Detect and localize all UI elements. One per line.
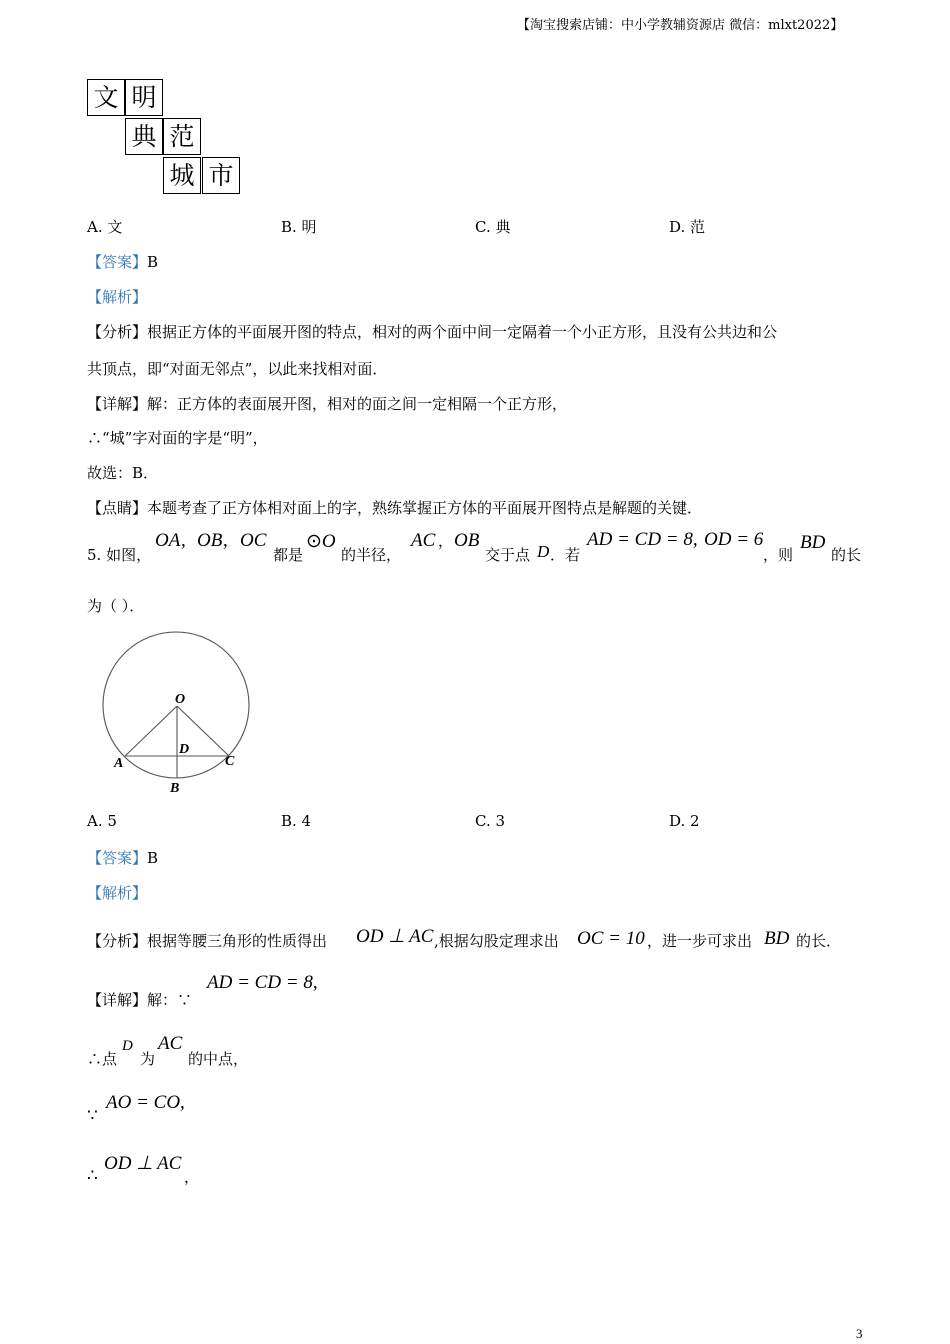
q4-therefore-line: ∴“城”字对面的字是“明”，	[87, 429, 268, 447]
q5-math-ob: OB	[197, 530, 223, 551]
label-b: B	[170, 781, 180, 796]
net-cell-1: 文	[87, 79, 125, 116]
label-d: D	[179, 742, 190, 757]
circle-figure	[95, 625, 260, 800]
q5-comma-3: ，	[438, 532, 454, 550]
q4-answer-value: B	[147, 253, 159, 271]
q4-option-d: D. 范	[669, 218, 706, 236]
q5-fenxi-d: 的长．	[796, 932, 842, 950]
q5-math-ob2: OB	[454, 530, 480, 551]
q4-dianjing-tag: 【点睛】	[87, 499, 148, 517]
label-a: A	[114, 756, 124, 771]
q4-answer	[87, 251, 158, 272]
q5-number: 5. 如图，	[87, 546, 152, 564]
page-header: 【淘宝搜索店铺：中小学教辅资源店 微信：mlxt2022】	[517, 18, 844, 33]
q5-xiangjie-line	[87, 989, 192, 1010]
net-cell-4: 范	[163, 118, 201, 155]
q5-option-b: B. 4	[281, 812, 312, 830]
q5-step1-pre: ∴点	[87, 1050, 118, 1068]
q4-fenxi-line1	[87, 321, 777, 342]
q4-xiangjie-tag: 【详解】	[87, 395, 148, 413]
q5-fenxi-m2: OC = 10	[577, 928, 645, 949]
q5-text-ruo: ．若	[550, 546, 581, 564]
q5-text-ze: ，则	[763, 546, 794, 564]
q5-option-a: A. 5	[87, 812, 117, 830]
q5-text-jiaoyu: 交于点	[485, 546, 531, 564]
net-cell-5: 城	[163, 157, 201, 194]
q5-step1-wei: 为	[140, 1050, 156, 1068]
q5-xiangjie-tag: 【详解】	[87, 991, 148, 1009]
segment-oa	[125, 706, 177, 756]
q5-xiangjie-pre: 解：∵	[147, 991, 193, 1009]
q5-option-c: C. 3	[475, 812, 506, 830]
q5-text-dushi: 都是	[273, 546, 304, 564]
net-cell-3: 典	[125, 118, 163, 155]
q5-math-oa: OA	[155, 530, 181, 551]
q5-fenxi-b: ,根据勾股定理求出	[434, 932, 559, 950]
q5-fenxi-c: ，进一步可求出	[647, 932, 753, 950]
q5-text-wei: 为（ ）．	[87, 597, 145, 615]
q4-option-b: B. 明	[281, 218, 317, 236]
q5-comma-2: ,	[223, 530, 228, 551]
net-cell-6: 市	[202, 157, 240, 194]
q4-option-c: C. 典	[475, 218, 511, 236]
label-o: O	[175, 692, 186, 707]
q5-comma-1: ,	[181, 530, 186, 551]
q5-step1-post: 的中点，	[188, 1050, 249, 1068]
label-c: C	[225, 754, 235, 769]
q4-option-a: A. 文	[87, 218, 123, 236]
q5-fenxi-tag: 【分析】	[87, 932, 148, 950]
q5-option-d: D. 2	[669, 812, 700, 830]
q5-math-oc: OC	[240, 530, 267, 551]
page-number: 3	[856, 1326, 863, 1341]
q5-analysis-tag: 【解析】	[87, 884, 148, 902]
q5-text-banjing: 的半径，	[341, 546, 402, 564]
q5-math-bd: BD	[800, 532, 826, 553]
q5-math-odot	[306, 530, 336, 553]
circle-dot-symbol: ⊙	[306, 531, 322, 552]
q5-step1-ac: AC	[158, 1033, 183, 1054]
q5-answer-tag: 【答案】	[87, 849, 148, 867]
q4-fenxi-line2: 共顶点，即“对面无邻点”，以此来找相对面．	[87, 360, 388, 378]
q4-choice-line: 故选：B．	[87, 464, 159, 482]
q5-step2-m: AO = CO,	[106, 1092, 185, 1113]
q5-math-o: O	[321, 531, 336, 552]
q4-xiangjie-text: 解：正方体的表面展开图，相对的面之间一定相隔一个正方形，	[147, 395, 568, 413]
q5-step1-d: D	[122, 1038, 133, 1054]
q5-fenxi-a: 根据等腰三角形的性质得出	[147, 932, 328, 950]
q4-answer-tag: 【答案】	[87, 253, 148, 271]
q5-step3-pre: ∴	[87, 1166, 98, 1186]
q4-fenxi-tag: 【分析】	[87, 323, 148, 341]
q5-xiangjie-m: AD = CD = 8,	[207, 972, 318, 993]
q5-fenxi-tag-text	[87, 930, 327, 951]
q4-analysis-tag: 【解析】	[87, 288, 148, 306]
q5-step3-m: OD ⊥ AC	[104, 1153, 182, 1174]
q5-point-d: D	[537, 542, 550, 561]
q4-xiangjie	[87, 393, 567, 414]
q4-dianjing	[87, 497, 702, 518]
q5-math-ac: AC	[411, 530, 436, 551]
q5-text-dechang: 的长	[831, 546, 862, 564]
q5-step3-post: ，	[184, 1168, 200, 1186]
q5-answer-value: B	[147, 849, 159, 867]
q4-dianjing-text: 本题考查了正方体相对面上的字，熟练掌握正方体的平面展开图特点是解题的关键．	[147, 499, 703, 517]
q5-fenxi-m1: OD ⊥ AC	[356, 926, 434, 947]
net-cell-2: 明	[125, 79, 163, 116]
q5-math-cond1: AD = CD = 8,	[587, 529, 698, 550]
q4-fenxi-text1: 根据正方体的平面展开图的特点，相对的两个面中间一定隔着一个小正方形，且没有公共边和公	[147, 323, 778, 341]
q5-answer	[87, 847, 158, 868]
q5-step2-pre: ∵	[87, 1106, 98, 1126]
q5-fenxi-m3: BD	[764, 928, 790, 949]
q5-math-cond2: OD = 6	[704, 529, 764, 550]
